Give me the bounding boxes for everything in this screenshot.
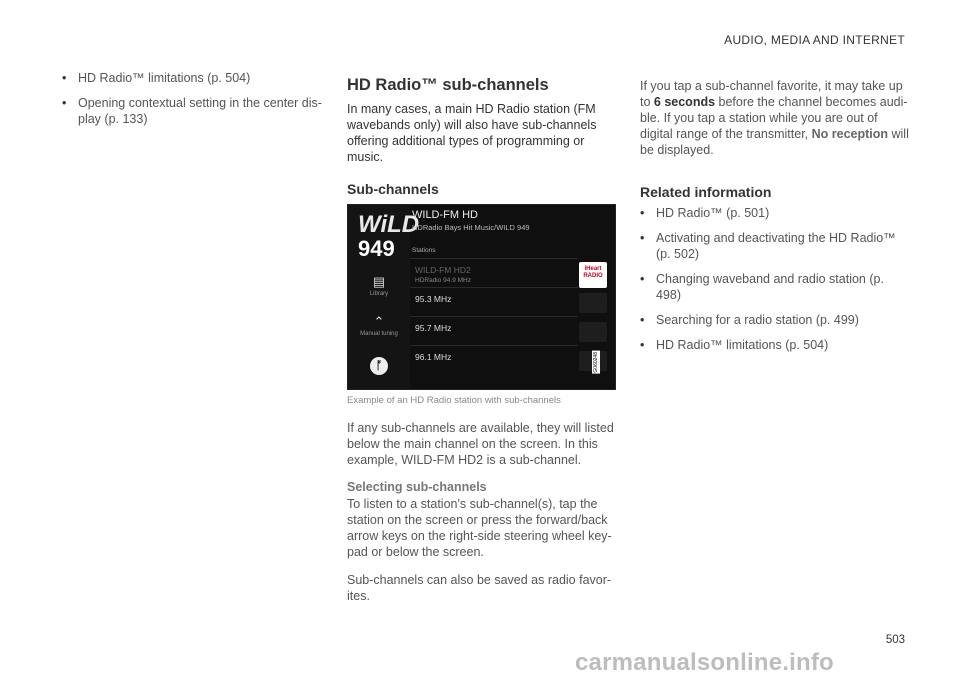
section-title: HD Radio™ sub-channels <box>347 76 549 94</box>
station-logo: WiLD 949 <box>358 211 420 261</box>
station-subtitle: HDRadio Bays Hit Music/WILD 949 <box>412 223 530 232</box>
image-code: G060248 <box>593 352 599 373</box>
related-links <box>640 205 910 353</box>
paragraph: Sub-channels can also be saved as radio favor-ites. <box>347 573 612 603</box>
manual-tuning-button: ⌃ Manual tuning <box>348 315 410 337</box>
lead-paragraph: In many cases, a main HD Radio station (FM wavebands only) will also have sub-channels offering additional types of programming or music. <box>347 102 597 164</box>
favorite-slot <box>579 293 607 313</box>
paragraph: If you tap a sub-channel favorite, it may take up to 6 seconds before the channel becomes audi-ble. If you tap a station while you are out of digital range of the transmitter, No reception will be displayed. <box>640 79 909 157</box>
figure-caption: Example of an HD Radio station with sub-channels <box>347 395 561 406</box>
iheart-radio-logo: iHeart RADIO <box>579 262 607 288</box>
station-row: 95.7 MHz <box>410 316 578 345</box>
related-link[interactable]: • Changing waveband and radio station (p. 498) <box>640 271 910 303</box>
station-name: WILD-FM HD <box>412 209 478 221</box>
tuning-icon: ⌃ <box>373 314 385 329</box>
library-button: ▤ Library <box>348 275 410 297</box>
paragraph: If any sub-channels are available, they will listed below the main channel on the screen. In this example, WILD-FM HD2 is a sub-channel. <box>347 421 614 467</box>
selecting-subchannels-heading: Selecting sub-channels <box>347 480 487 494</box>
right-column <box>640 78 910 362</box>
favorite-slot <box>579 322 607 342</box>
radio-screen-illustration <box>347 204 616 390</box>
station-row: 96.1 MHz <box>410 345 578 374</box>
subchannels-heading: Sub-channels <box>347 181 439 197</box>
stations-label: Stations <box>412 247 436 254</box>
related-link[interactable]: • Activating and deactivating the HD Radio™ (p. 502) <box>640 230 910 262</box>
page-number: 503 <box>885 634 905 646</box>
bluetooth-icon: ᚩ <box>370 357 388 375</box>
list-item[interactable]: • Opening contextual setting in the center dis-play (p. 133) <box>62 95 322 127</box>
watermark: carmanualsonline.info <box>575 649 834 676</box>
left-bullets <box>62 70 322 127</box>
section-header: AUDIO, MEDIA AND INTERNET <box>724 33 905 47</box>
library-icon: ▤ <box>372 274 386 289</box>
station-row: WILD-FM HD2 HDRadio 94.9 MHz <box>410 258 578 287</box>
middle-column <box>347 70 615 616</box>
paragraph: To listen to a station's sub-channel(s), tap the station on the screen or press the forward/back arrow keys on the right-side steering wheel key-pad or below the screen. <box>347 497 612 559</box>
related-link[interactable]: • HD Radio™ limitations (p. 504) <box>640 337 910 353</box>
related-information-heading: Related information <box>640 184 772 200</box>
list-item[interactable]: • HD Radio™ limitations (p. 504) <box>62 70 322 86</box>
related-link[interactable]: • HD Radio™ (p. 501) <box>640 205 910 221</box>
related-link[interactable]: • Searching for a radio station (p. 499) <box>640 312 910 328</box>
station-row: 95.3 MHz <box>410 287 578 316</box>
left-column <box>62 70 322 136</box>
